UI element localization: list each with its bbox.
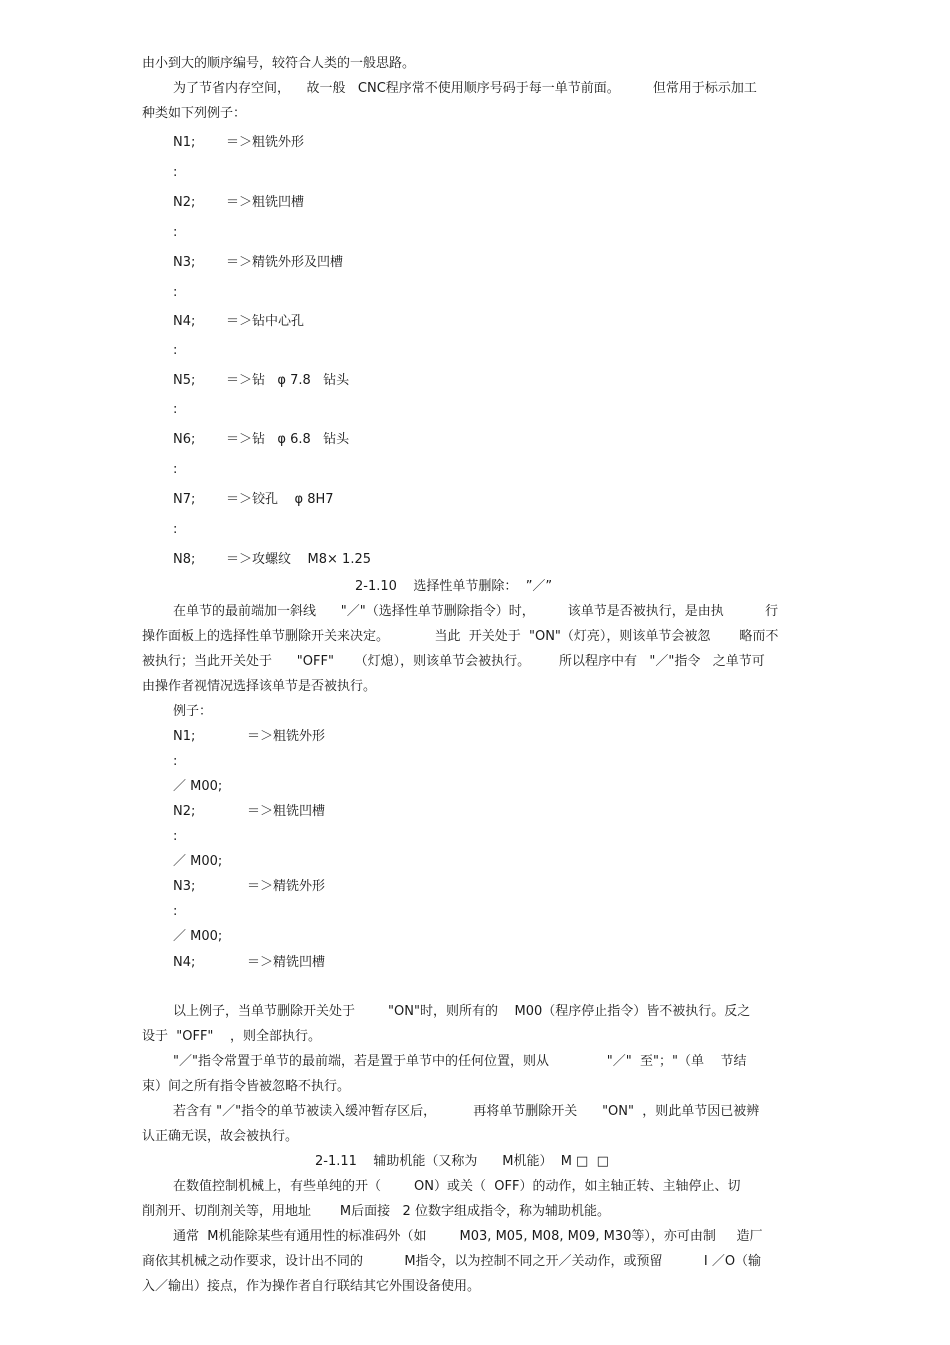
paragraph-line: 在数值控制机械上，有些单纯的开（ ON）或关（ OFF）的动作，如主轴正转、主轴停止、切 [173,1179,741,1194]
list-item-desc: ＝＞粗铣凹槽 [226,195,305,210]
paragraph-line: 削剂开、切削剂关等，用地址 M后面接 2 位数字组成指令，称为辅助机能。 [142,1204,610,1219]
colon-separator: : [173,462,178,477]
paragraph-line: 在单节的最前端加一斜线 "／"（选择性单节删除指令）时， 该单节是否被执行，是由执 行 [173,604,779,619]
m00-line: ／ M00; [173,854,223,869]
list-item-desc: ＝＞精铣凹槽 [247,955,326,970]
intro-line-3: 种类如下列例子： [142,106,247,121]
list-item-desc: ＝＞粗铣外形 [247,729,326,744]
m00-line: ／ M00; [173,779,223,794]
list-item-n: N4; [173,955,196,970]
list-item-desc: ＝＞精铣外形及凹槽 [226,255,344,270]
list-item-desc: ＝＞粗铣凹槽 [247,804,326,819]
list-item-n: N8; [173,552,196,567]
colon-separator: : [173,343,178,358]
colon-separator: : [173,522,178,537]
list-item-n: N5; [173,373,196,388]
paragraph-line: 束）间之所有指令皆被忽略不执行。 [142,1079,351,1094]
colon-separator: : [173,402,178,417]
list-item-n: N7; [173,492,196,507]
list-item-desc: ＝＞粗铣外形 [226,135,305,150]
list-item-n: N3; [173,879,196,894]
list-item-n: N1; [173,729,196,744]
list-item-desc: ＝＞铰孔 φ 8H7 [226,492,334,507]
paragraph-line: 若含有 "／"指令的单节被读入缓冲暂存区后， 再将单节删除开关 "ON" ，则此单节因已被辨 [173,1104,760,1119]
list-item-n: N4; [173,314,196,329]
intro-line-2: 为了节省内存空间， 故一般 CNC程序常不使用顺序号码于每一单节前面。 但常用于标示加工 [173,81,757,96]
list-item-desc: ＝＞精铣外形 [247,879,326,894]
list-item-n: N3; [173,255,196,270]
colon-separator: : [173,904,178,919]
paragraph-line: 被执行；当此开关处于 "OFF" （灯熄），则该单节会被执行。 所以程序中有 "／"指令 之单节可 [142,654,765,669]
colon-separator: : [173,754,178,769]
paragraph-line: 认正确无误，故会被执行。 [142,1129,299,1144]
list-item-desc: ＝＞钻 φ 7.8 钻头 [226,373,350,388]
section-heading-2-1-11: 2-1.11 辅助机能（又称为 M机能） M □ □ [315,1154,609,1169]
list-item-desc: ＝＞攻螺纹 M8× 1.25 [226,552,371,567]
colon-separator: : [173,285,178,300]
paragraph-line: 通常 M机能除某些有通用性的标准码外（如 M03, M05, M08, M09, M30等），亦可由制 造厂 [173,1229,763,1244]
paragraph-line: 操作面板上的选择性单节删除开关来决定。 当此 开关处于 "ON"（灯亮），则该单节会被忽 略而不 [142,629,779,644]
list-item-desc: ＝＞钻中心孔 [226,314,305,329]
m00-line: ／ M00; [173,929,223,944]
paragraph-line: 商依其机械之动作要求，设计出不同的 M指令，以为控制不同之开／关动作，或预留 I ／O（输 [142,1254,762,1269]
colon-separator: : [173,225,178,240]
list-item-n: N2; [173,195,196,210]
intro-line-1: 由小到大的顺序编号，较符合人类的一般思路。 [142,56,416,71]
paragraph-line: 入／输出）接点，作为操作者自行联结其它外围设备使用。 [142,1279,481,1294]
section-heading-2-1-10: 2-1.10 选择性单节删除： ”／” [355,579,553,594]
list-item-n: N2; [173,804,196,819]
colon-separator: : [173,165,178,180]
paragraph-line: "／"指令常置于单节的最前端，若是置于单节中的任何位置，则从 "／" 至"；"（单 节结 [173,1054,747,1069]
list-item-n: N1; [173,135,196,150]
list-item-n: N6; [173,432,196,447]
colon-separator: : [173,829,178,844]
paragraph-line: 以上例子，当单节删除开关处于 "ON"时，则所有的 M00（程序停止指令）皆不被执行。反之 [173,1004,751,1019]
example-label: 例子： [173,704,213,719]
paragraph-line: 设于 "OFF" ，则全部执行。 [142,1029,321,1044]
list-item-desc: ＝＞钻 φ 6.8 钻头 [226,432,350,447]
paragraph-line: 由操作者视情况选择该单节是否被执行。 [142,679,377,694]
